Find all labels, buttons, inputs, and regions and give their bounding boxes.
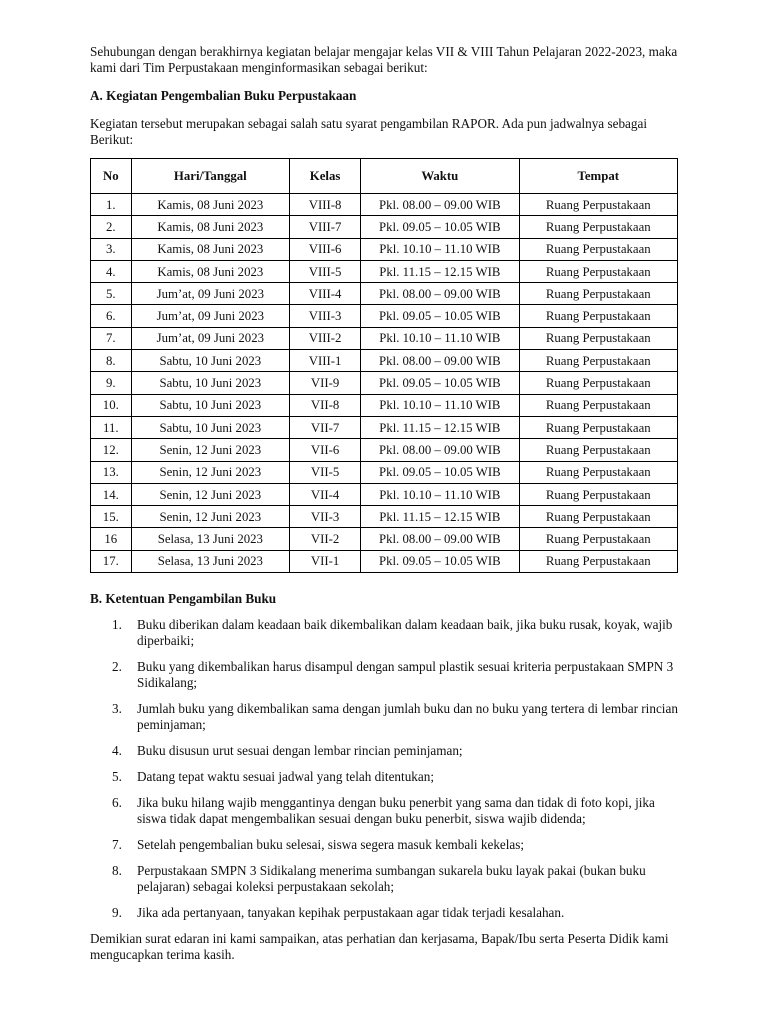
cell-waktu: Pkl. 09.05 – 10.05 WIB: [361, 372, 519, 394]
cell-kelas: VIII-7: [290, 216, 361, 238]
cell-no: 12.: [91, 439, 132, 461]
header-no: No: [91, 159, 132, 194]
cell-no: 16: [91, 528, 132, 550]
cell-hari-tanggal: Selasa, 13 Juni 2023: [131, 550, 289, 572]
cell-no: 14.: [91, 483, 132, 505]
cell-hari-tanggal: Sabtu, 10 Juni 2023: [131, 394, 289, 416]
list-item-text: Buku yang dikembalikan harus disampul dengan sampul plastik sesuai kriteria perpustakaan SMPN 3 Sidikalang;: [137, 659, 674, 691]
cell-kelas: VIII-3: [290, 305, 361, 327]
cell-kelas: VII-5: [290, 461, 361, 483]
schedule-table-body: [91, 194, 678, 573]
section-a-title: A. Kegiatan Pengembalian Buku Perpustakaan: [90, 88, 357, 103]
cell-tempat: Ruang Perpustakaan: [519, 550, 677, 572]
list-item-number: 8.: [112, 863, 122, 879]
cell-no: 13.: [91, 461, 132, 483]
list-item: [90, 905, 682, 921]
cell-hari-tanggal: Sabtu, 10 Juni 2023: [131, 416, 289, 438]
cell-waktu: Pkl. 08.00 – 09.00 WIB: [361, 350, 519, 372]
cell-waktu: Pkl. 11.15 – 12.15 WIB: [361, 416, 519, 438]
cell-waktu: Pkl. 09.05 – 10.05 WIB: [361, 305, 519, 327]
cell-waktu: Pkl. 08.00 – 09.00 WIB: [361, 439, 519, 461]
table-row: [91, 305, 678, 327]
cell-tempat: Ruang Perpustakaan: [519, 327, 677, 349]
table-row: [91, 238, 678, 260]
list-item-number: 7.: [112, 837, 122, 853]
cell-hari-tanggal: Sabtu, 10 Juni 2023: [131, 350, 289, 372]
cell-no: 4.: [91, 260, 132, 282]
cell-no: 17.: [91, 550, 132, 572]
cell-no: 1.: [91, 194, 132, 216]
cell-kelas: VII-2: [290, 528, 361, 550]
table-row: [91, 461, 678, 483]
cell-waktu: Pkl. 09.05 – 10.05 WIB: [361, 461, 519, 483]
closing-paragraph: Demikian surat edaran ini kami sampaikan, atas perhatian dan kerjasama, Bapak/Ibu serta Peserta Didik kami mengucapkan terima kasih.: [90, 931, 669, 963]
list-item-text: Setelah pengembalian buku selesai, siswa segera masuk kembali kekelas;: [137, 837, 525, 853]
header-kelas: Kelas: [290, 159, 361, 194]
list-item: [90, 659, 682, 691]
cell-no: 8.: [91, 350, 132, 372]
cell-hari-tanggal: Kamis, 08 Juni 2023: [131, 216, 289, 238]
cell-no: 7.: [91, 327, 132, 349]
cell-waktu: Pkl. 08.00 – 09.00 WIB: [361, 194, 519, 216]
cell-tempat: Ruang Perpustakaan: [519, 216, 677, 238]
section-b-title: B. Ketentuan Pengambilan Buku: [90, 591, 277, 607]
cell-waktu: Pkl. 11.15 – 12.15 WIB: [361, 506, 519, 528]
cell-waktu: Pkl. 08.00 – 09.00 WIB: [361, 283, 519, 305]
list-item: [90, 701, 682, 733]
list-item-number: 3.: [112, 701, 122, 717]
cell-hari-tanggal: Senin, 12 Juni 2023: [131, 483, 289, 505]
cell-tempat: Ruang Perpustakaan: [519, 394, 677, 416]
cell-no: 10.: [91, 394, 132, 416]
list-item-number: 5.: [112, 769, 122, 785]
cell-hari-tanggal: Jum’at, 09 Juni 2023: [131, 327, 289, 349]
cell-tempat: Ruang Perpustakaan: [519, 416, 677, 438]
table-row: [91, 416, 678, 438]
header-hari-tanggal: Hari/Tanggal: [131, 159, 289, 194]
table-row: [91, 439, 678, 461]
cell-no: 9.: [91, 372, 132, 394]
cell-kelas: VII-1: [290, 550, 361, 572]
table-row: [91, 528, 678, 550]
cell-kelas: VIII-1: [290, 350, 361, 372]
cell-tempat: Ruang Perpustakaan: [519, 194, 677, 216]
table-row: [91, 283, 678, 305]
cell-kelas: VIII-6: [290, 238, 361, 260]
cell-hari-tanggal: Senin, 12 Juni 2023: [131, 461, 289, 483]
cell-no: 3.: [91, 238, 132, 260]
cell-hari-tanggal: Jum’at, 09 Juni 2023: [131, 283, 289, 305]
table-row: [91, 216, 678, 238]
cell-tempat: Ruang Perpustakaan: [519, 461, 677, 483]
list-item-number: 1.: [112, 617, 122, 633]
cell-tempat: Ruang Perpustakaan: [519, 283, 677, 305]
cell-kelas: VII-4: [290, 483, 361, 505]
list-item-text: Jumlah buku yang dikembalikan sama dengan jumlah buku dan no buku yang tertera di lembar rincian peminjaman;: [137, 701, 678, 733]
list-item: [90, 795, 682, 827]
cell-kelas: VIII-8: [290, 194, 361, 216]
cell-tempat: Ruang Perpustakaan: [519, 372, 677, 394]
list-item-text: Datang tepat waktu sesuai jadwal yang telah ditentukan;: [137, 769, 434, 785]
table-row: [91, 350, 678, 372]
cell-hari-tanggal: Sabtu, 10 Juni 2023: [131, 372, 289, 394]
cell-waktu: Pkl. 10.10 – 11.10 WIB: [361, 327, 519, 349]
cell-waktu: Pkl. 09.05 – 10.05 WIB: [361, 216, 519, 238]
list-item-text: Buku diberikan dalam keadaan baik dikembalikan dalam keadaan baik, jika buku rusak, koyak, wajib diperbaiki;: [137, 617, 673, 649]
cell-hari-tanggal: Jum’at, 09 Juni 2023: [131, 305, 289, 327]
cell-kelas: VII-8: [290, 394, 361, 416]
cell-waktu: Pkl. 09.05 – 10.05 WIB: [361, 550, 519, 572]
cell-hari-tanggal: Kamis, 08 Juni 2023: [131, 194, 289, 216]
cell-hari-tanggal: Senin, 12 Juni 2023: [131, 439, 289, 461]
list-item: [90, 743, 682, 759]
cell-hari-tanggal: Senin, 12 Juni 2023: [131, 506, 289, 528]
cell-tempat: Ruang Perpustakaan: [519, 238, 677, 260]
header-tempat: Tempat: [519, 159, 677, 194]
section-a-lead: Kegiatan tersebut merupakan sebagai salah satu syarat pengambilan RAPOR. Ada pun jadwalnya sebagai Berikut:: [90, 116, 648, 147]
cell-tempat: Ruang Perpustakaan: [519, 260, 677, 282]
list-item-number: 6.: [112, 795, 122, 811]
cell-kelas: VII-7: [290, 416, 361, 438]
cell-kelas: VII-9: [290, 372, 361, 394]
list-item-text: Jika ada pertanyaan, tanyakan kepihak perpustakaan agar tidak terjadi kesalahan.: [137, 905, 565, 921]
cell-waktu: Pkl. 11.15 – 12.15 WIB: [361, 260, 519, 282]
cell-tempat: Ruang Perpustakaan: [519, 350, 677, 372]
cell-tempat: Ruang Perpustakaan: [519, 483, 677, 505]
header-waktu: Waktu: [361, 159, 519, 194]
table-row: [91, 506, 678, 528]
cell-hari-tanggal: Kamis, 08 Juni 2023: [131, 260, 289, 282]
cell-kelas: VIII-5: [290, 260, 361, 282]
list-item: [90, 863, 682, 895]
table-row: [91, 483, 678, 505]
cell-waktu: Pkl. 10.10 – 11.10 WIB: [361, 238, 519, 260]
cell-no: 15.: [91, 506, 132, 528]
list-item-number: 4.: [112, 743, 122, 759]
table-row: [91, 394, 678, 416]
list-item: [90, 617, 682, 649]
list-item: [90, 769, 682, 785]
cell-kelas: VIII-4: [290, 283, 361, 305]
table-row: [91, 194, 678, 216]
cell-hari-tanggal: Selasa, 13 Juni 2023: [131, 528, 289, 550]
table-row: [91, 372, 678, 394]
list-item-number: 9.: [112, 905, 122, 921]
list-item-text: Jika buku hilang wajib menggantinya dengan buku penerbit yang sama dan tidak di foto kopi, jika siswa tidak dapat mengembalikan sesuai dengan buku penerbit, siswa wajib didenda;: [137, 795, 655, 827]
cell-kelas: VII-3: [290, 506, 361, 528]
intro-paragraph: Sehubungan dengan berakhirnya kegiatan belajar mengajar kelas VII & VIII Tahun Pelajaran 2022-2023, maka kami dari Tim Perpustakaan menginformasikan sebagai berikut:: [90, 44, 678, 75]
cell-tempat: Ruang Perpustakaan: [519, 506, 677, 528]
rules-list: [90, 617, 682, 921]
table-row: [91, 550, 678, 572]
cell-hari-tanggal: Kamis, 08 Juni 2023: [131, 238, 289, 260]
cell-no: 6.: [91, 305, 132, 327]
cell-waktu: Pkl. 10.10 – 11.10 WIB: [361, 394, 519, 416]
list-item-text: Perpustakaan SMPN 3 Sidikalang menerima sumbangan sukarela buku layak pakai (bukan buku pelajaran) sebagai koleksi perpustakaan sekolah;: [137, 863, 646, 895]
schedule-table: [90, 158, 678, 573]
cell-tempat: Ruang Perpustakaan: [519, 528, 677, 550]
cell-waktu: Pkl. 08.00 – 09.00 WIB: [361, 528, 519, 550]
table-row: [91, 327, 678, 349]
cell-no: 2.: [91, 216, 132, 238]
document-page: [90, 44, 682, 963]
table-row: [91, 260, 678, 282]
cell-no: 11.: [91, 416, 132, 438]
cell-kelas: VIII-2: [290, 327, 361, 349]
list-item: [90, 837, 682, 853]
cell-tempat: Ruang Perpustakaan: [519, 439, 677, 461]
list-item-text: Buku disusun urut sesuai dengan lembar rincian peminjaman;: [137, 743, 463, 759]
table-header-row: [91, 159, 678, 194]
list-item-number: 2.: [112, 659, 122, 675]
cell-tempat: Ruang Perpustakaan: [519, 305, 677, 327]
cell-waktu: Pkl. 10.10 – 11.10 WIB: [361, 483, 519, 505]
cell-no: 5.: [91, 283, 132, 305]
cell-kelas: VII-6: [290, 439, 361, 461]
